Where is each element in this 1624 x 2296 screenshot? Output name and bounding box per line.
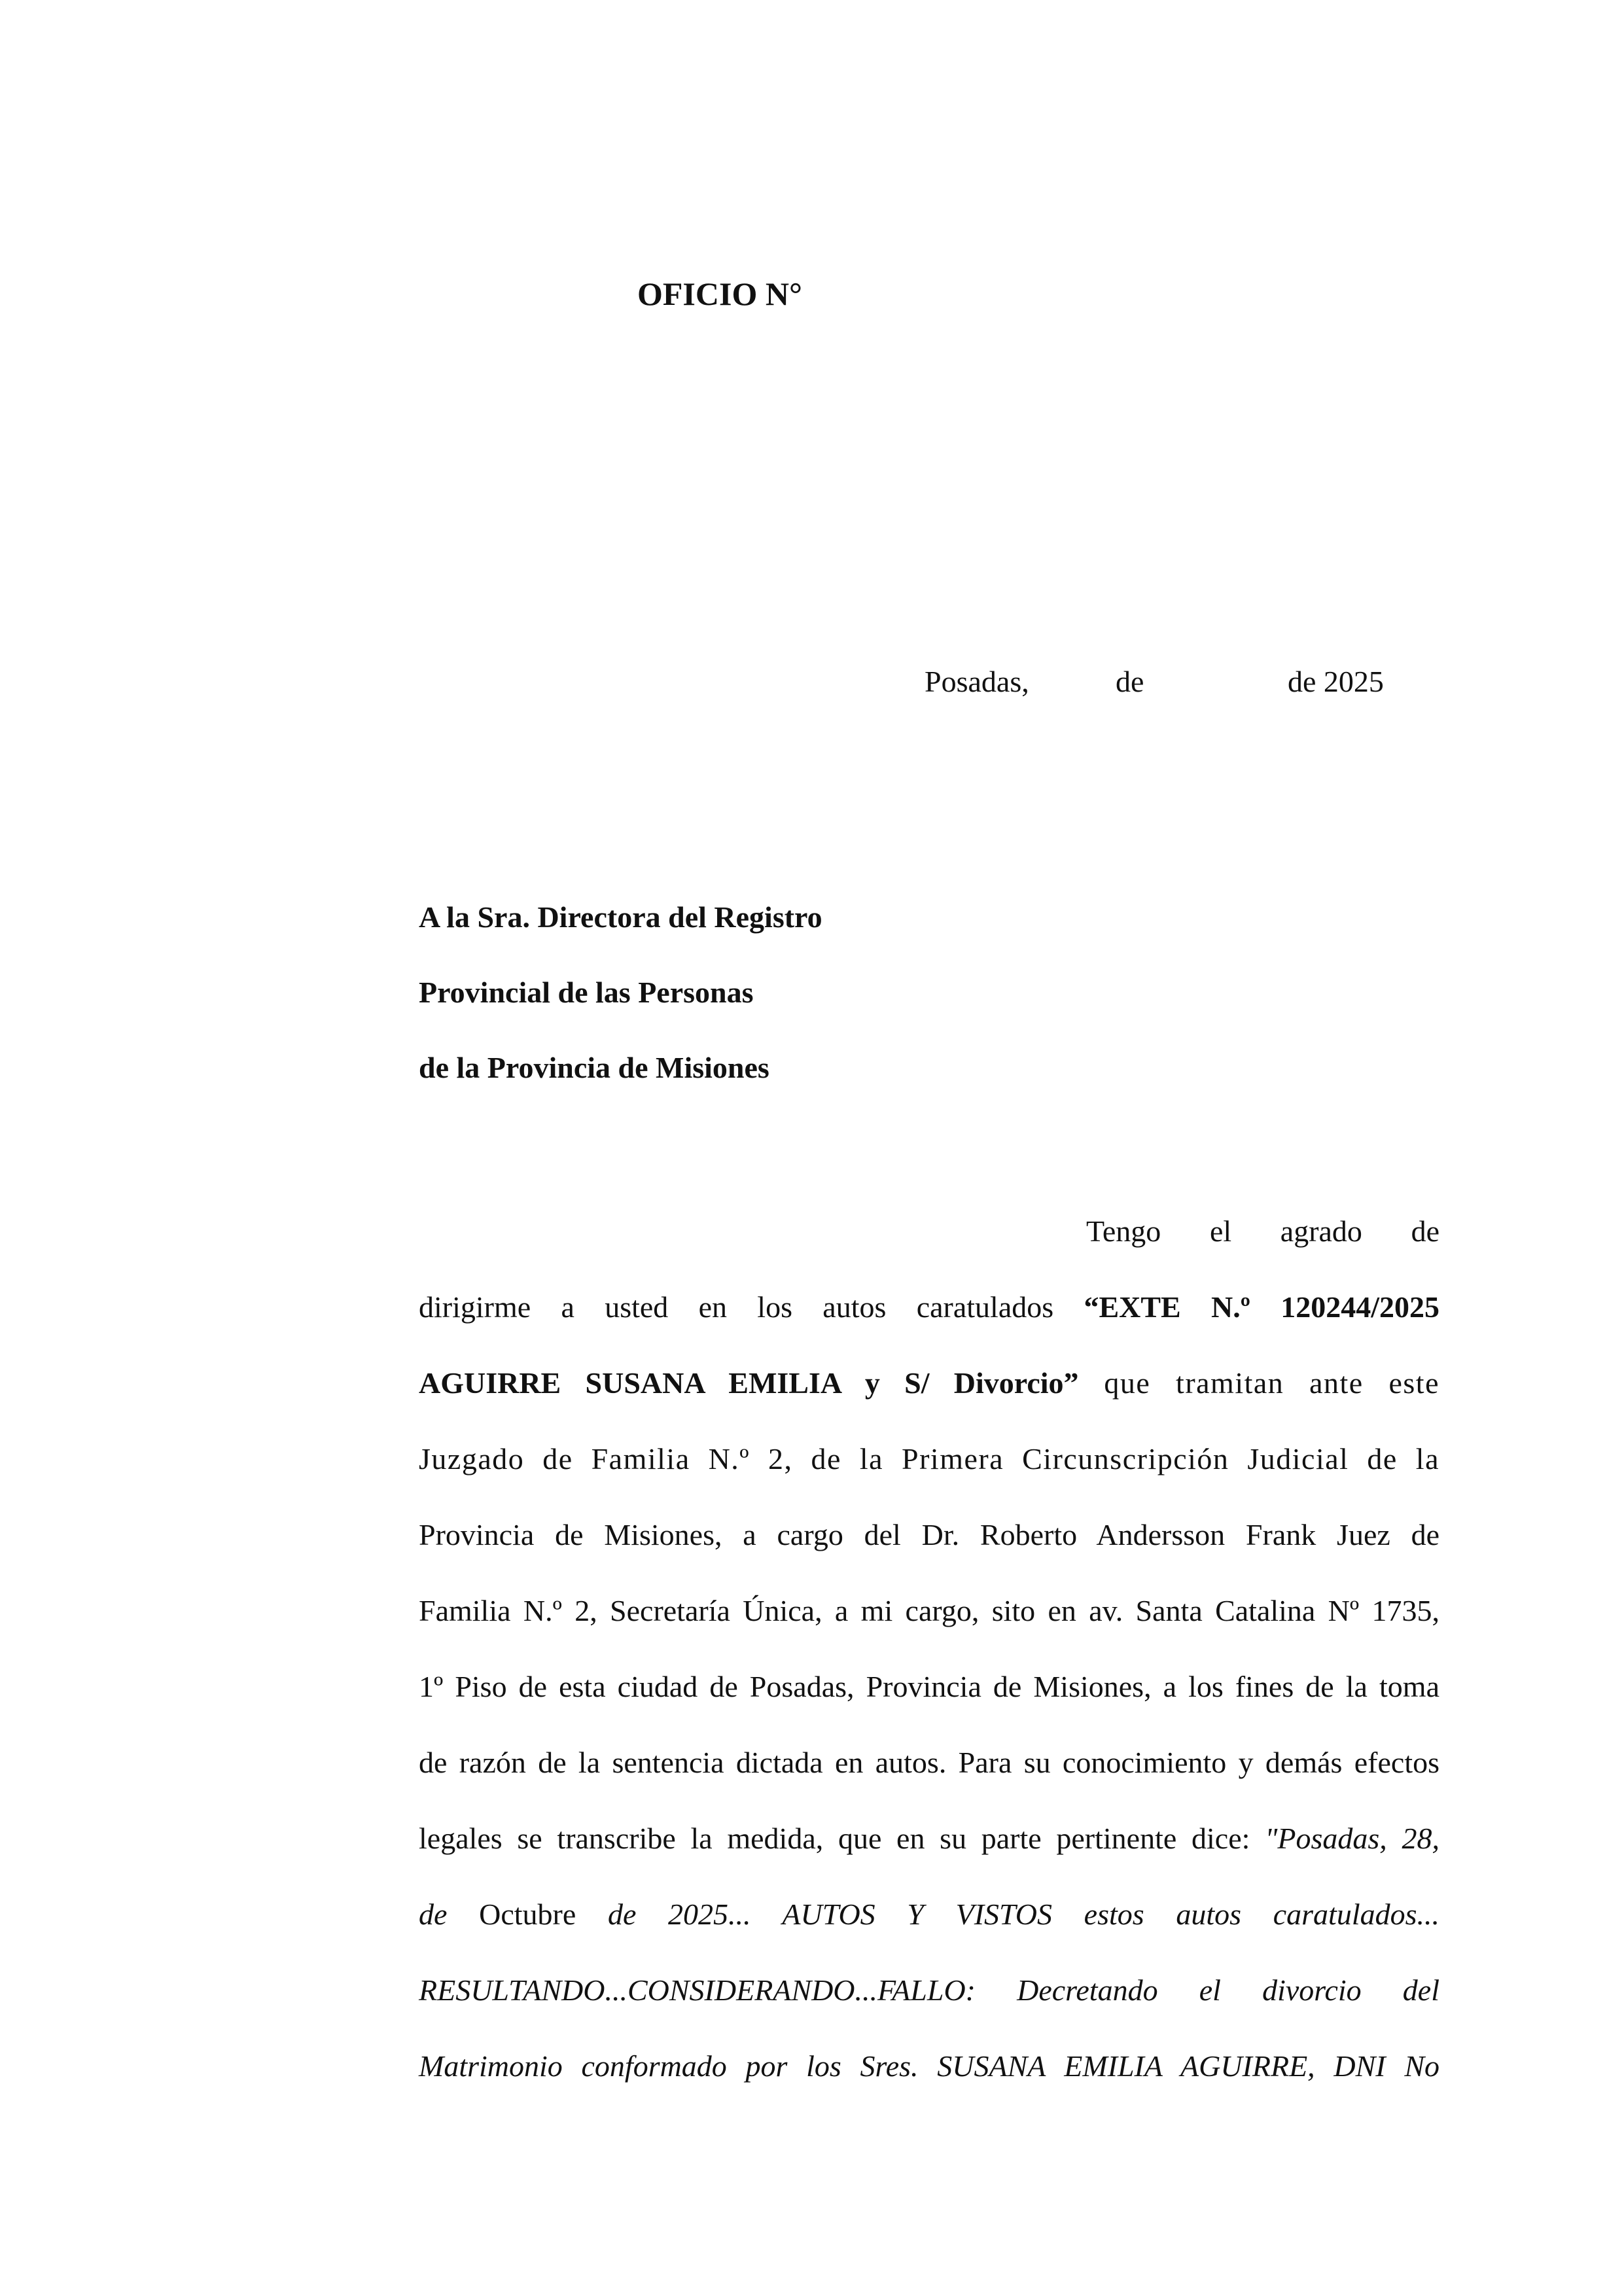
body-line: de razón de la sentencia dictada en autos. Para su conocimiento y demás efectos [419,1746,1439,1779]
body-line: Matrimonio conformado por los Sres. SUSANA EMILIA AGUIRRE, DNI No [419,2049,1439,2083]
body-line: Juzgado de Familia N.º 2, de la Primera Circunscripción Judicial de la [419,1442,1439,1475]
body-line: Tengo el agrado de [1086,1214,1439,1248]
body-line: Familia N.º 2, Secretaría Única, a mi cargo, sito en av. Santa Catalina Nº 1735, [419,1594,1439,1627]
body-text [419,1210,1439,2121]
date-line [925,664,1387,706]
body-line: legales se transcribe la medida, que en su parte pertinente dice: "Posadas, 28, [419,1822,1440,1855]
body-line: de Octubre de 2025... AUTOS Y VISTOS estos autos caratulados... [419,1898,1439,1931]
body-line: dirigirme a usted en los autos caratulados “EXTE N.º 120244/2025 [419,1290,1440,1324]
body-line: Provincia de Misiones, a cargo del Dr. Roberto Andersson Frank Juez de [419,1518,1439,1551]
addressee-line-2: Provincial de las Personas [419,976,754,1009]
body-line: RESULTANDO...CONSIDERANDO...FALLO: Decretando el divorcio del [419,1973,1439,2007]
addressee-line-1: A la Sra. Directora del Registro [419,900,822,934]
date-de: de [1116,665,1144,698]
document-title: OFICIO N° [637,275,802,312]
date-city: Posadas, [925,665,1029,698]
body-line: 1º Piso de esta ciudad de Posadas, Provincia de Misiones, a los fines de la toma [419,1670,1439,1703]
addressee-line-3: de la Provincia de Misiones [419,1051,769,1084]
date-year: de 2025 [1288,665,1384,698]
body-line: AGUIRRE SUSANA EMILIA y S/ Divorcio” que tramitan ante este [419,1366,1439,1400]
